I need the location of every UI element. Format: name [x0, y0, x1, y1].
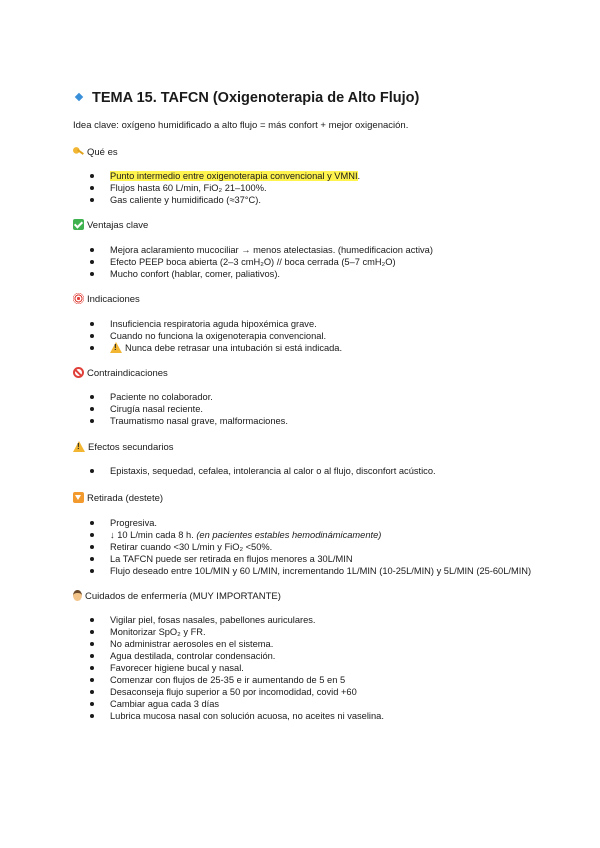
list-item: Cuando no funciona la oxigenoterapia convencional.: [89, 330, 342, 342]
warning-icon: [110, 342, 122, 353]
section-heading-efectos: !Efectos secundarios: [73, 441, 174, 454]
list-item: No administrar aerosoles en el sistema.: [89, 638, 384, 650]
list-item: Favorecer higiene bucal y nasal.: [89, 662, 384, 674]
list-retirada: [89, 517, 531, 577]
list-contraindicaciones: [89, 391, 288, 427]
highlighted-text: Punto intermedio entre oxigenoterapia convencional y VMNI: [110, 171, 358, 181]
list-item: La TAFCN puede ser retirada en flujos menores a 30L/MIN: [89, 553, 531, 565]
target-icon: [73, 293, 84, 304]
check-mark-icon: [73, 219, 84, 230]
list-cuidados: [89, 614, 384, 722]
list-item: Cirugía nasal reciente.: [89, 403, 288, 415]
list-item: Comenzar con flujos de 25-35 e ir aumentando de 5 en 5: [89, 674, 384, 686]
list-item: Efecto PEEP boca abierta (2–3 cmH₂O) // boca cerrada (5–7 cmH₂O): [89, 256, 433, 268]
list-item: Retirar cuando <30 L/min y FiO₂ <50%.: [89, 541, 531, 553]
section-heading-cuidados: Cuidados de enfermería (MUY IMPORTANTE): [73, 590, 281, 603]
nurse-icon: [73, 590, 82, 601]
list-item: Mucho confort (hablar, comer, paliativos).: [89, 268, 433, 280]
section-heading-indicaciones: Indicaciones: [73, 293, 140, 306]
list-efectos: [89, 465, 436, 477]
list-item: Monitorizar SpO₂ y FR.: [89, 626, 384, 638]
list-item: Vigilar piel, fosas nasales, pabellones auriculares.: [89, 614, 384, 626]
section-heading-que-es: Qué es: [73, 146, 118, 159]
section-heading-retirada: Retirada (destete): [73, 492, 163, 505]
down-arrow-icon: [73, 492, 84, 503]
list-item: Flujo deseado entre 10L/MIN y 60 L/MIN, incrementando 1L/MIN (10-25L/MIN) y 5L/MIN (25-60L/MIN): [89, 565, 531, 577]
list-item: !Nunca debe retrasar una intubación si está indicada.: [89, 342, 342, 354]
list-item: Desaconseja flujo superior a 50 por incomodidad, covid +60: [89, 686, 384, 698]
list-item: Flujos hasta 60 L/min, FiO₂ 21–100%.: [89, 182, 360, 194]
blue-diamond-icon: [75, 93, 83, 101]
list-item: Traumatismo nasal grave, malformaciones.: [89, 415, 288, 427]
list-item: Insuficiencia respiratoria aguda hipoxémica grave.: [89, 318, 342, 330]
list-indicaciones: [89, 318, 342, 354]
list-item: Progresiva.: [89, 517, 531, 529]
list-item: Epistaxis, sequedad, cefalea, intolerancia al calor o al flujo, disconfort acústico.: [89, 465, 436, 477]
list-item: Agua destilada, controlar condensación.: [89, 650, 384, 662]
list-item: Paciente no colaborador.: [89, 391, 288, 403]
key-icon: [73, 146, 84, 157]
key-idea: Idea clave: oxígeno humidificado a alto flujo = más confort + mejor oxigenación.: [73, 120, 409, 131]
section-heading-ventajas: Ventajas clave: [73, 219, 148, 232]
page-title: TEMA 15. TAFCN (Oxigenoterapia de Alto Flujo): [73, 88, 573, 108]
list-item: Mejora aclaramiento mucociliar → menos atelectasias. (humedificacion activa): [89, 244, 433, 256]
list-item: Lubrica mucosa nasal con solución acuosa, no aceites ni vaselina.: [89, 710, 384, 722]
warning-icon: [73, 441, 85, 452]
list-item: Gas caliente y humidificado (≈37°C).: [89, 194, 360, 206]
prohibited-icon: [73, 367, 84, 378]
list-que-es: [89, 170, 360, 206]
list-ventajas: [89, 244, 433, 280]
list-item: ↓ 10 L/min cada 8 h. (en pacientes estables hemodinámicamente): [89, 529, 531, 541]
list-item: Punto intermedio entre oxigenoterapia convencional y VMNI.: [89, 170, 360, 182]
section-heading-contraindicaciones: Contraindicaciones: [73, 367, 168, 380]
list-item: Cambiar agua cada 3 días: [89, 698, 384, 710]
